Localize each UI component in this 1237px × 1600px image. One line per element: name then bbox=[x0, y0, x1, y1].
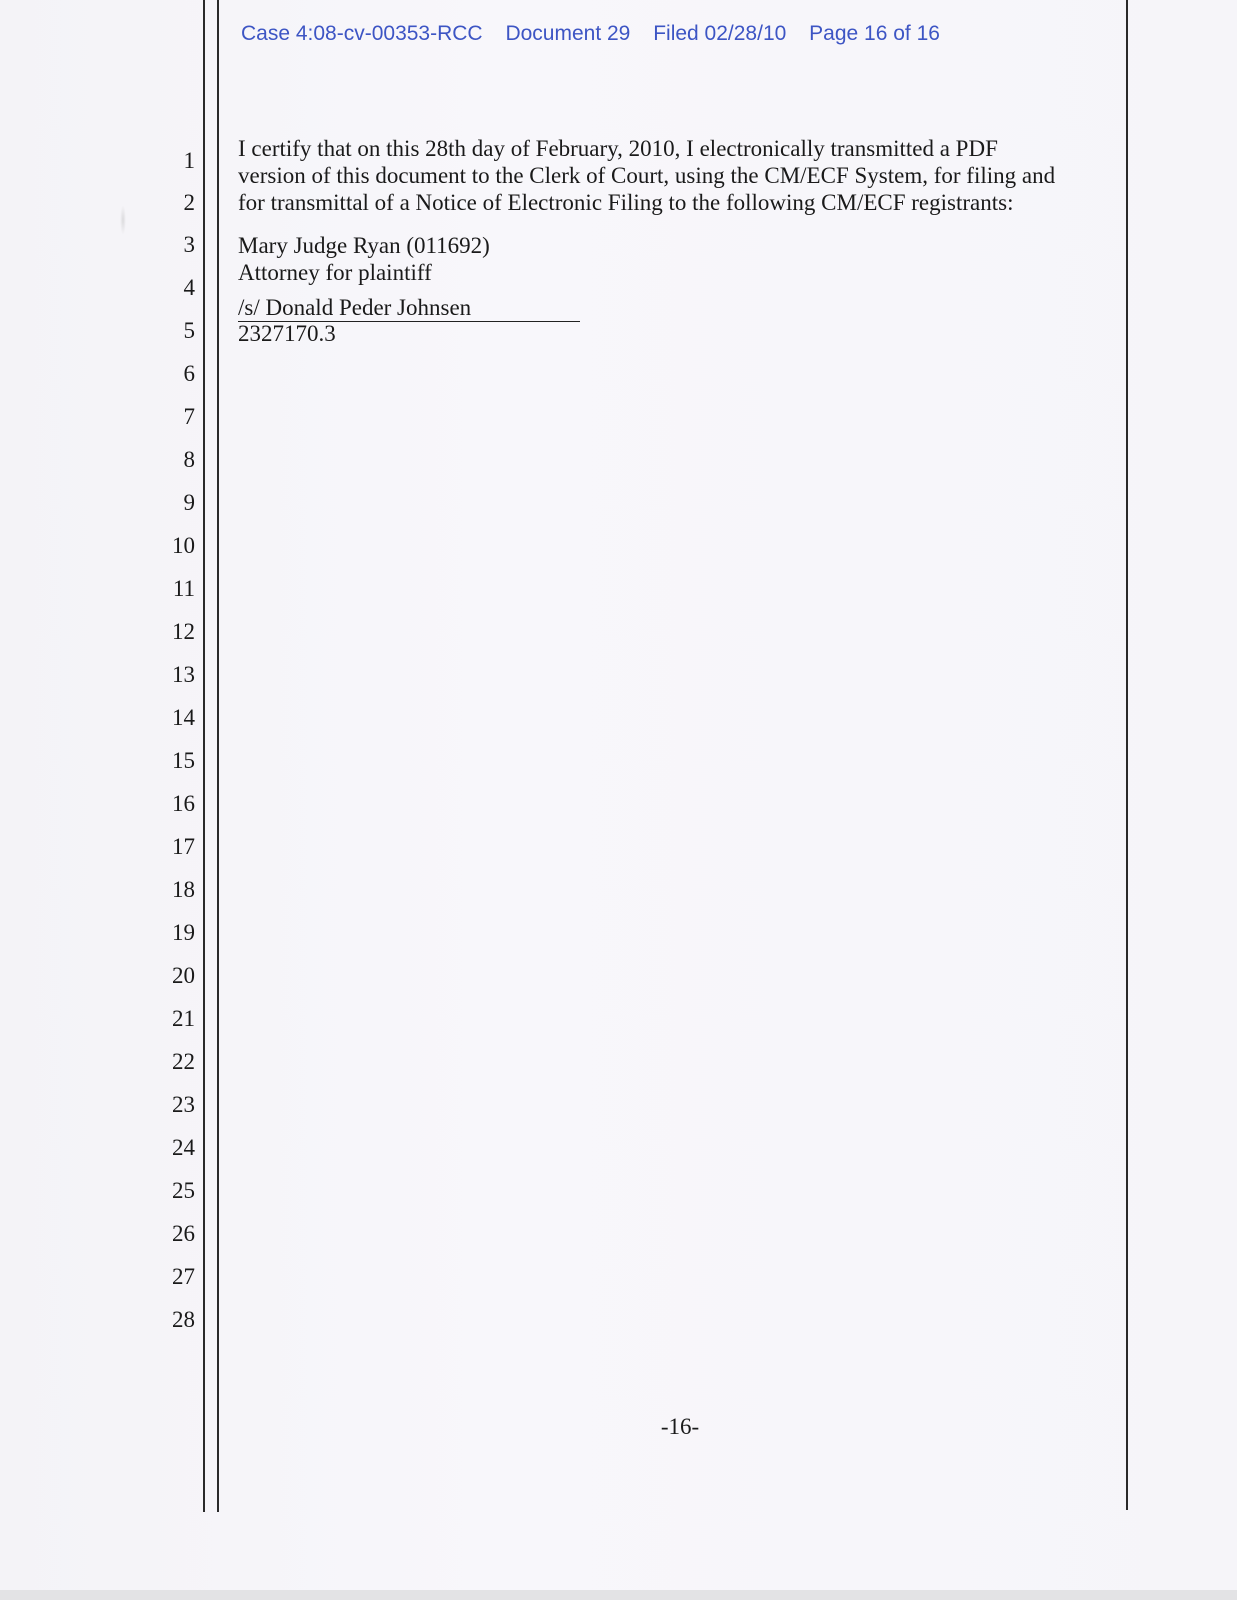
line-number: 21 bbox=[172, 1006, 195, 1031]
certificate-line-2: version of this document to the Clerk of Court, using the CM/ECF System, for filing and bbox=[238, 163, 1056, 188]
line-number: 24 bbox=[172, 1135, 195, 1160]
header-case-number: Case 4:08-cv-00353-RCC bbox=[241, 22, 483, 45]
line-number: 17 bbox=[172, 834, 195, 859]
certificate-line-1: I certify that on this 28th day of February, 2010, I electronically transmitted a PDF bbox=[238, 136, 998, 161]
line-number: 26 bbox=[172, 1221, 195, 1246]
registrant-name: Mary Judge Ryan (011692) bbox=[238, 233, 490, 258]
line-number: 1 bbox=[183, 148, 195, 173]
line-number: 2 bbox=[183, 190, 195, 215]
line-number: 11 bbox=[172, 576, 195, 601]
line-number: 10 bbox=[172, 533, 195, 558]
header-page-count: Page 16 of 16 bbox=[809, 22, 940, 45]
line-number: 14 bbox=[172, 705, 195, 730]
right-margin-rule bbox=[1126, 0, 1128, 1510]
line-number: 19 bbox=[172, 920, 195, 945]
line-number: 22 bbox=[172, 1049, 195, 1074]
line-number: 15 bbox=[172, 748, 195, 773]
line-number: 28 bbox=[172, 1307, 195, 1332]
line-number: 18 bbox=[172, 877, 195, 902]
line-number: 12 bbox=[172, 619, 195, 644]
line-number: 23 bbox=[172, 1092, 195, 1117]
document-id-number: 2327170.3 bbox=[238, 321, 336, 346]
line-number: 9 bbox=[183, 490, 195, 515]
signature-line: /s/ Donald Peder Johnsen bbox=[238, 294, 580, 322]
ecf-header bbox=[241, 22, 957, 46]
line-number: 3 bbox=[183, 232, 195, 257]
line-number: 5 bbox=[183, 318, 195, 343]
line-number: 7 bbox=[183, 404, 195, 429]
certificate-line-3: for transmittal of a Notice of Electronic Filing to the following CM/ECF registrants: bbox=[238, 190, 1014, 215]
left-margin-rule-outer bbox=[203, 0, 205, 1512]
header-filed-date: Filed 02/28/10 bbox=[653, 22, 787, 45]
line-number: 6 bbox=[183, 361, 195, 386]
scan-bottom-edge bbox=[0, 1590, 1237, 1600]
scan-artifact bbox=[120, 205, 126, 235]
left-margin-rule-inner bbox=[217, 0, 219, 1512]
line-number: 25 bbox=[172, 1178, 195, 1203]
line-number: 13 bbox=[172, 662, 195, 687]
header-document-number: Document 29 bbox=[505, 22, 631, 45]
line-number: 20 bbox=[172, 963, 195, 988]
line-number: 4 bbox=[183, 275, 195, 300]
page-number-footer: -16- bbox=[660, 1414, 700, 1439]
line-number: 16 bbox=[172, 791, 195, 816]
line-number: 8 bbox=[183, 447, 195, 472]
registrant-role: Attorney for plaintiff bbox=[238, 260, 432, 285]
line-number: 27 bbox=[172, 1264, 195, 1289]
